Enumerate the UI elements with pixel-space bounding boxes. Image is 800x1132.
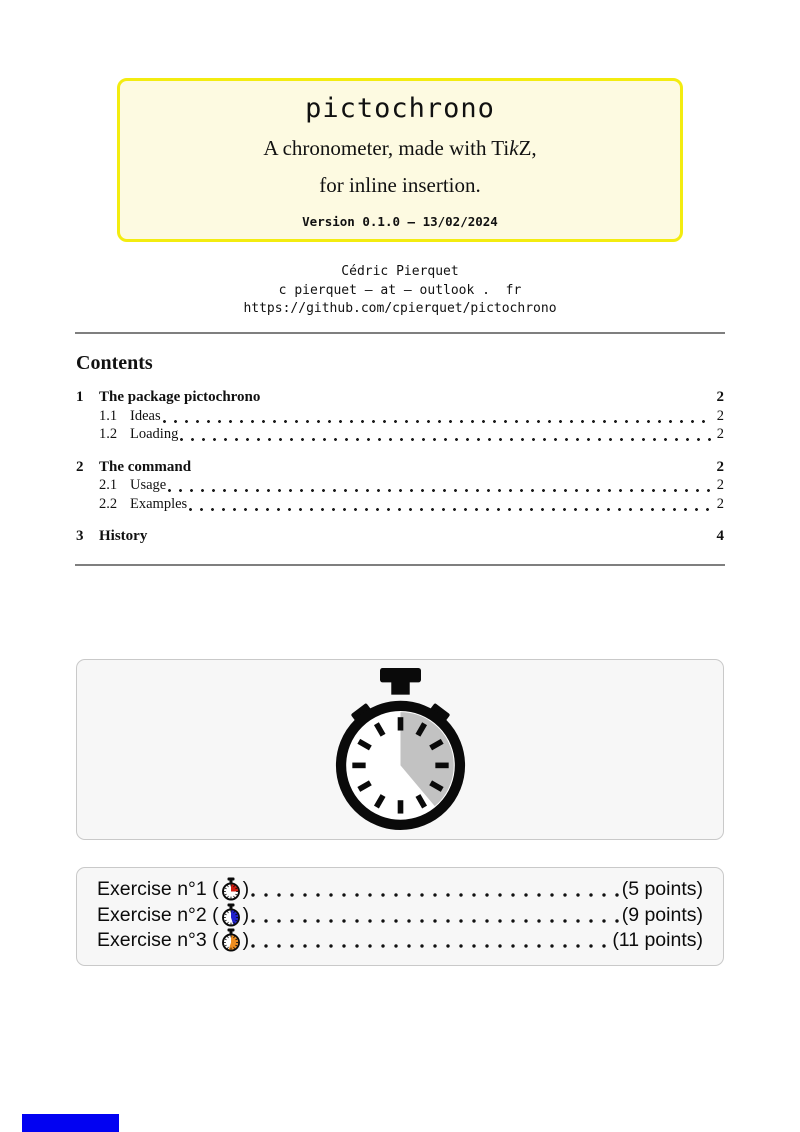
toc-entry-section-1[interactable]: 1 The package pictochrono 2 <box>76 389 724 405</box>
exercise-label-close: ) <box>242 878 250 901</box>
author-name: Cédric Pierquet <box>341 264 459 279</box>
dot-leader <box>251 903 620 929</box>
package-title: pictochrono <box>305 93 495 124</box>
mini-stopwatch-icon <box>220 903 242 928</box>
mini-stopwatch-icon <box>220 928 242 953</box>
exercise-label-close: ) <box>242 903 250 926</box>
dot-leader <box>251 877 620 903</box>
contents-heading: Contents <box>76 352 153 374</box>
toc-dot-leader <box>189 496 711 515</box>
toc-entry-subsection-2-1[interactable]: 2.1 Usage 2 <box>76 477 724 496</box>
toc-entry-section-3[interactable]: 3 History 4 <box>76 528 724 544</box>
exercise-points: (5 points) <box>621 878 703 901</box>
exercise-label: Exercise n°3 ( <box>97 929 219 952</box>
dot-leader <box>251 928 610 954</box>
toc-dot-leader <box>168 477 711 496</box>
exercise-row-2 <box>97 903 703 929</box>
toc-dot-leader <box>163 408 711 427</box>
subtitle-line-1: A chronometer, made with TikZ, <box>263 136 537 160</box>
exercise-row-3 <box>97 928 703 954</box>
exercise-label: Exercise n°1 ( <box>97 878 219 901</box>
author-url[interactable]: https://github.com/cpierquet/pictochrono <box>243 301 557 316</box>
toc-entry-subsection-1-1[interactable]: 1.1 Ideas 2 <box>76 408 724 427</box>
exercise-label: Exercise n°2 ( <box>97 903 219 926</box>
toc-entry-section-2[interactable]: 2 The command 2 <box>76 458 724 475</box>
author-block <box>0 263 800 319</box>
title-box <box>117 78 683 242</box>
exercise-row-1 <box>97 877 703 903</box>
toc-dot-leader <box>180 426 710 445</box>
subtitle-line-2: for inline insertion. <box>319 173 481 197</box>
version-label: Version 0.1.0 – 13/02/2024 <box>302 214 498 229</box>
toc-entry-subsection-1-2[interactable]: 1.2 Loading 2 <box>76 426 724 445</box>
horizontal-rule-bottom <box>75 564 725 566</box>
stopwatch-figure-box <box>76 659 724 840</box>
mini-stopwatch-icon <box>220 877 242 902</box>
exercise-label-close: ) <box>242 929 250 952</box>
table-of-contents <box>76 389 724 547</box>
stopwatch-icon <box>328 668 473 832</box>
author-email: c pierquet – at – outlook . fr <box>278 282 522 298</box>
exercise-list-box <box>76 867 724 966</box>
horizontal-rule-top <box>75 332 725 334</box>
exercise-points: (11 points) <box>612 929 703 952</box>
toc-entry-subsection-2-2[interactable]: 2.2 Examples 2 <box>76 496 724 515</box>
exercise-points: (9 points) <box>621 903 703 926</box>
footer-link-bar <box>22 1114 119 1132</box>
